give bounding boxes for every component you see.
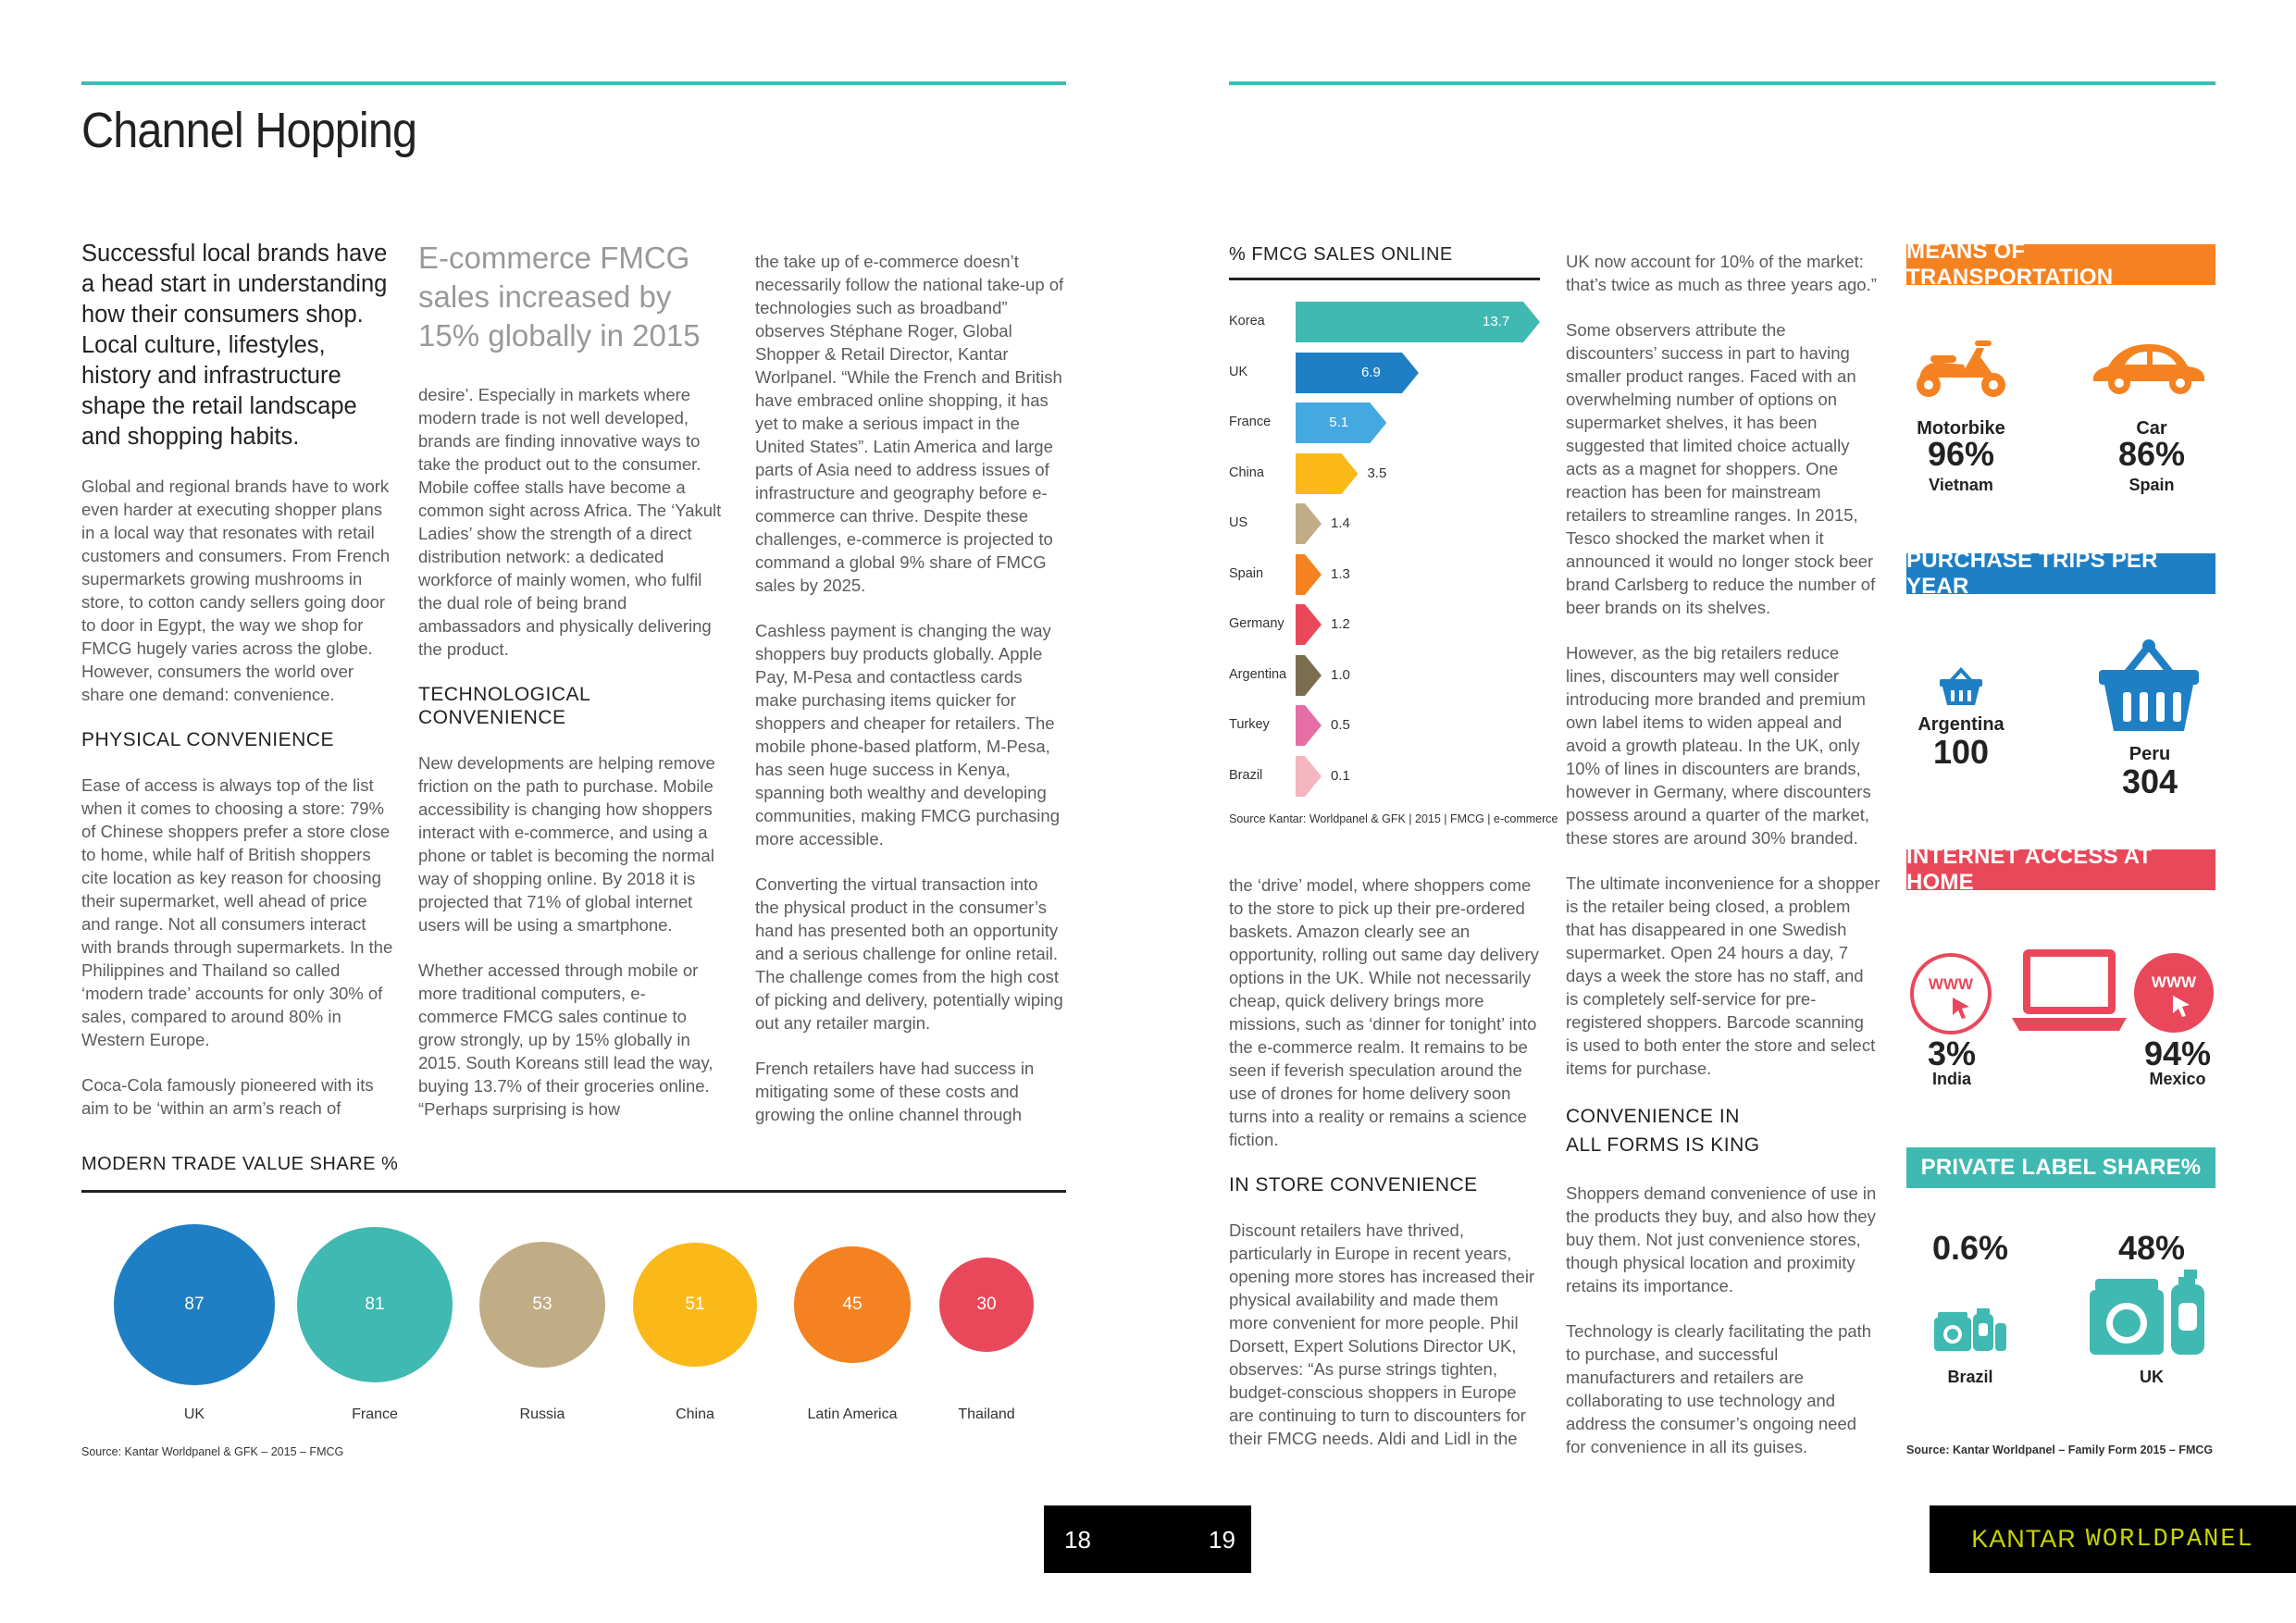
private-label-heading: PRIVATE LABEL SHARE% xyxy=(1906,1147,2215,1188)
column-2 xyxy=(418,239,724,1143)
laptop-icon xyxy=(2010,946,2128,1035)
page-number-right: 19 xyxy=(1209,1526,1235,1554)
paragraph: Whether accessed through mobile or more traditional computers, e-commerce FMCG sales continue to grow strongly, up by 15% globally in 2015. South Koreans still lead the way, buying 13.7% of their groceries online. “Perhaps surprising is how xyxy=(418,960,714,1119)
bubble-value-label: 51 xyxy=(685,1294,705,1314)
paragraph: Some observers attribute the discounters’ success in part to having smaller product ranges. Faced with an overwhelming number of options on supermarket shelves, it has been suggested that limited choice actually acts as a magnet for shoppers. One reaction has been for mainstream retailers to streamline ranges. In 2015, Tesco shocked the market when it announced it would no longer stock beer brand Carlsberg to reduce the number of beer brands on its shelves. xyxy=(1566,320,1876,617)
bubble-thailand xyxy=(939,1258,1034,1352)
bar-category-label: Argentina xyxy=(1229,666,1287,682)
paragraph: the take up of e-commerce doesn’t necessarily follow the national take-up of technologies such as broadband” observes Stéphane Roger, Global Shopper & Retail Director, Kantar Worlpanel. “While the French and British have embraced online shopping, it has yet to make a serious impact in the United States”. Latin America and large parts of Asia need to address issues of infrastructure and geography before e-commerce can thrive. Despite these challenges, e-commerce is projected to command a global 9% share of FMCG sales by 2025. xyxy=(755,252,1064,595)
bar-value-label: 1.2 xyxy=(1331,616,1350,632)
trips-a-label: Argentina xyxy=(1917,714,2004,735)
top-rule-left xyxy=(81,81,1066,85)
column-1 xyxy=(81,239,396,1142)
bubble-value-label: 53 xyxy=(532,1294,552,1314)
bubble-uk xyxy=(114,1224,275,1385)
internet-b-country: Mexico xyxy=(2149,1070,2206,1088)
paragraph: New developments are helping remove friction on the path to purchase. Mobile accessibility is changing how shoppers interact with e-commerce, and using a phone or tablet is becoming the normal way of shopping online. By 2018 it is projected that 71% of global internet users will be using a smartphone. xyxy=(418,753,715,935)
bar-row-france xyxy=(1229,403,1544,443)
paragraph: Ease of access is always top of the list when it comes to choosing a store: 79% of Chinese shoppers prefer a store close to home, while half of British shoppers cite location as key reason for choosing their supermarket, well ahead of price and range. Not all consumers interact with brands through supermarkets. In the Philippines and Thailand so called ‘modern trade’ accounts for only 30% of sales, compared to around 80% in Western Europe. xyxy=(81,775,393,1049)
www-cursor-icon xyxy=(1910,953,1992,1035)
bar-value-label: 1.4 xyxy=(1331,515,1350,531)
bar-category-label: Spain xyxy=(1229,565,1264,581)
bar-category-label: China xyxy=(1229,465,1264,480)
bar-category-label: Brazil xyxy=(1229,767,1263,783)
transport-a-value: 96% xyxy=(1927,435,1995,473)
transport-a-label: Motorbike xyxy=(1917,418,2005,439)
internet-a-value: 3% xyxy=(1927,1035,1977,1072)
fmcg-sales-chart xyxy=(1229,302,1544,801)
bubble-latin-america xyxy=(794,1246,910,1362)
bar-row-argentina xyxy=(1229,655,1544,696)
private-label-b-country: UK xyxy=(2140,1368,2164,1386)
top-rule-right xyxy=(1229,81,2215,85)
bar-row-uk xyxy=(1229,353,1544,393)
column-4 xyxy=(1229,873,1540,1472)
infographic-source: Source: Kantar Worldpanel – Family Form 2015 – FMCG xyxy=(1906,1443,2214,1456)
bar-value-label: 5.1 xyxy=(1329,415,1349,430)
page-title: Channel Hopping xyxy=(81,103,417,158)
bubble-category-label: UK xyxy=(183,1406,205,1422)
transport-b-label: Car xyxy=(2136,418,2167,439)
bar-row-turkey xyxy=(1229,705,1544,746)
bar xyxy=(1296,756,1323,797)
bar xyxy=(1296,655,1323,696)
bar-value-label: 13.7 xyxy=(1483,314,1510,329)
trips-a-value: 100 xyxy=(1932,733,1990,771)
bar-value-label: 0.5 xyxy=(1331,717,1350,733)
paragraph: desire’. Especially in markets where modern trade is not well developed, brands are finding innovative ways to take the product out to the consumer. Mobile coffee stalls have become a common sight across Africa. The ‘Yakult Ladies’ show the strength of a direct distribution network: a dedicated workforce of mainly women, who fulfil the dual role of being brand ambassadors and physically delivering the product. xyxy=(418,385,722,659)
internet-heading: INTERNET ACCESS AT HOME xyxy=(1906,849,2215,890)
subheading-convenience: CONVENIENCE IN ALL FORMS IS KING xyxy=(1566,1106,1760,1156)
column-3 xyxy=(755,250,1066,1148)
products-small-icon xyxy=(1930,1295,2010,1353)
private-label-a-value: 0.6% xyxy=(1931,1229,2009,1267)
bubble-category-label: Thailand xyxy=(958,1406,1015,1422)
bar-row-korea xyxy=(1229,302,1544,342)
modern-trade-source: Source: Kantar Worldpanel & GFK – 2015 – FMCG xyxy=(81,1445,344,1458)
bar-row-us xyxy=(1229,503,1544,544)
bar-category-label: France xyxy=(1229,415,1272,429)
paragraph: The ultimate inconvenience for a shopper is the retailer being closed, a problem that has disappeared in one Swedish supermarket. Open 24 hours a day, 7 days a week the store has no staff, and is completely self-service for pre-registered shoppers. Barcode scanning is used to both enter the store and select items for purchase. xyxy=(1566,873,1880,1078)
bar-category-label: US xyxy=(1229,515,1248,530)
modern-trade-title: MODERN TRADE VALUE SHARE % xyxy=(81,1154,399,1174)
brand-logo-worldpanel: WORLDPANEL xyxy=(2085,1525,2254,1554)
fmcg-chart-source: Source Kantar: Worldpanel & GFK | 2015 | FMCG | e-commerce xyxy=(1229,812,1558,825)
transport-b-country: Spain xyxy=(2128,476,2175,494)
paragraph: Global and regional brands have to work even harder at executing shopper plans in a local way that resonates with retail customers and consumers. From French supermarkets growing mushrooms in store, to cotton candy sellers going door to door in Egypt, the way we shop for FMCG hugely varies across the globe. However, consumers the world over share one demand: convenience. xyxy=(81,477,391,704)
bar-row-spain xyxy=(1229,554,1544,595)
www-cursor-icon xyxy=(2134,953,2214,1033)
bubble-category-label: Russia xyxy=(519,1406,565,1422)
bar-category-label: Turkey xyxy=(1229,717,1270,732)
transport-heading: MEANS OF TRANSPORTATION xyxy=(1906,244,2215,285)
private-label-b-value: 48% xyxy=(2117,1229,2186,1267)
paragraph: Cashless payment is changing the way shoppers buy products globally. Apple Pay, M-Pesa and contactless cards make purchasing items quicker for shoppers and cheaper for retailers. The mobile phone-based platform, M-Pesa, has seen huge success in Kenya, spanning both wealthy and developing communities, making FMCG purchasing more accessible. xyxy=(755,621,1060,849)
bar xyxy=(1296,453,1359,494)
internet-b-value: 94% xyxy=(2143,1035,2212,1072)
paragraph: Shoppers demand convenience of use in the products they buy, and also how they buy them. Not just convenience stores, though physical location and proximity retains its importance. xyxy=(1566,1183,1877,1295)
trips-b-label: Peru xyxy=(2128,744,2171,764)
bar-value-label: 0.1 xyxy=(1331,767,1350,784)
www-text: WWW xyxy=(1928,975,1974,993)
transport-b-value: 86% xyxy=(2117,435,2186,473)
bar-value-label: 1.3 xyxy=(1331,565,1350,582)
bar xyxy=(1296,705,1323,746)
bar-value-label: 3.5 xyxy=(1367,465,1387,481)
bubble-russia xyxy=(479,1242,605,1368)
pull-quote: E-commerce FMCG sales increased by 15% globally in 2015 xyxy=(418,241,701,353)
bar xyxy=(1296,604,1323,645)
paragraph: Technology is clearly facilitating the path to purchase, and successful manufacturers and retailers are collaborating to use technology and address the consumer’s ongoing need for convenience in all its guises. xyxy=(1566,1321,1872,1456)
bar-row-brazil xyxy=(1229,756,1544,797)
paragraph: French retailers have had success in mitigating some of these costs and growing the online channel through xyxy=(755,1059,1035,1124)
bar xyxy=(1296,353,1421,393)
fmcg-chart-title: % FMCG SALES ONLINE xyxy=(1229,244,1453,265)
basket-icon xyxy=(1938,666,1984,707)
page-number-left: 18 xyxy=(1064,1526,1091,1554)
bubble-category-label: China xyxy=(676,1406,714,1422)
brand-logo-kantar: KANTAR xyxy=(1971,1525,2077,1553)
bar-category-label: Korea xyxy=(1229,314,1265,328)
bar-row-germany xyxy=(1229,604,1544,645)
trips-b-value: 304 xyxy=(2121,762,2178,800)
page-number-box xyxy=(1044,1505,1251,1573)
subheading-physical: PHYSICAL CONVENIENCE xyxy=(81,729,334,750)
trips-heading: PURCHASE TRIPS PER YEAR xyxy=(1906,553,2215,594)
bar xyxy=(1296,554,1323,595)
subheading-instore: IN STORE CONVENIENCE xyxy=(1229,1174,1478,1196)
bubble-category-label: Latin America xyxy=(807,1406,898,1422)
brand-logo xyxy=(1930,1505,2296,1573)
lead-paragraph: Successful local brands have a head start in understanding how their consumers shop. Local culture, lifestyles, history and infrastructure shape the retail landscape and shopping habits. xyxy=(81,241,388,450)
paragraph: the ‘drive’ model, where shoppers come to the store to pick up their pre-ordered baskets. Amazon clearly see an opportunity, rolling out same day delivery options in the UK. While not necessarily cheap, quick delivery brings more missions, such as ‘dinner for tonight’ into the e-commerce realm. It remains to be seen if feverish speculation around the use of drones for home delivery soon turns into a reality or remains a science fiction. xyxy=(1229,875,1539,1149)
paragraph: UK now account for 10% of the market: that’s twice as much as three years ago.” xyxy=(1566,252,1877,294)
subheading-technological: TECHNOLOGICAL CONVENIENCE xyxy=(418,684,590,728)
paragraph: Converting the virtual transaction into the physical product in the consumer’s hand has presented both an opportunity and a serious challenge for online retail. The challenge comes from the high cost of picking and delivery, potentially wiping out any retailer margin. xyxy=(755,874,1063,1033)
basket-icon xyxy=(2097,638,2201,735)
bubble-value-label: 30 xyxy=(976,1294,997,1314)
bubble-value-label: 45 xyxy=(842,1294,863,1314)
bar-value-label: 6.9 xyxy=(1360,364,1381,380)
bubble-china xyxy=(633,1243,756,1366)
bar xyxy=(1296,503,1323,544)
bubble-value-label: 87 xyxy=(184,1295,205,1314)
bubble-france xyxy=(297,1227,453,1382)
bar-row-china xyxy=(1229,453,1544,494)
fmcg-chart-rule xyxy=(1229,278,1540,280)
paragraph: However, as the big retailers reduce lines, discounters may well consider introducing more branded and premium own label items to widen appeal and avoid a growth plateau. In the UK, only 10% of lines in discounters are brands, however in Germany, where discounters possess around a quarter of the market, these stores are around 30% branded. xyxy=(1566,643,1871,848)
bar-category-label: UK xyxy=(1229,364,1248,379)
car-icon xyxy=(2088,339,2210,396)
internet-a-country: India xyxy=(1931,1070,1971,1088)
www-text: WWW xyxy=(2151,973,2197,991)
bubble-category-label: France xyxy=(352,1406,398,1422)
private-label-a-country: Brazil xyxy=(1947,1368,1993,1386)
modern-trade-rule xyxy=(81,1190,1066,1193)
transport-a-country: Vietnam xyxy=(1929,476,1993,494)
paragraph: Coca-Cola famously pioneered with its aim to be ‘within an arm’s reach of xyxy=(81,1075,374,1118)
products-large-icon xyxy=(2086,1270,2210,1357)
paragraph: Discount retailers have thrived, particularly in Europe in recent years, opening more stores has increased their physical availability and made them more convenient for more people. Phil Dorsett, Expert Solutions Director UK, observes: “As purse strings tighten, budget-conscious shoppers in Europe are continuing to turn to discounters for their FMCG needs. Aldi and Lidl in the xyxy=(1229,1220,1535,1448)
scooter-icon xyxy=(1910,337,2012,398)
column-5 xyxy=(1566,250,1880,1481)
bar-category-label: Germany xyxy=(1229,616,1285,631)
bar-value-label: 1.0 xyxy=(1331,666,1350,683)
bubble-value-label: 81 xyxy=(365,1294,385,1314)
